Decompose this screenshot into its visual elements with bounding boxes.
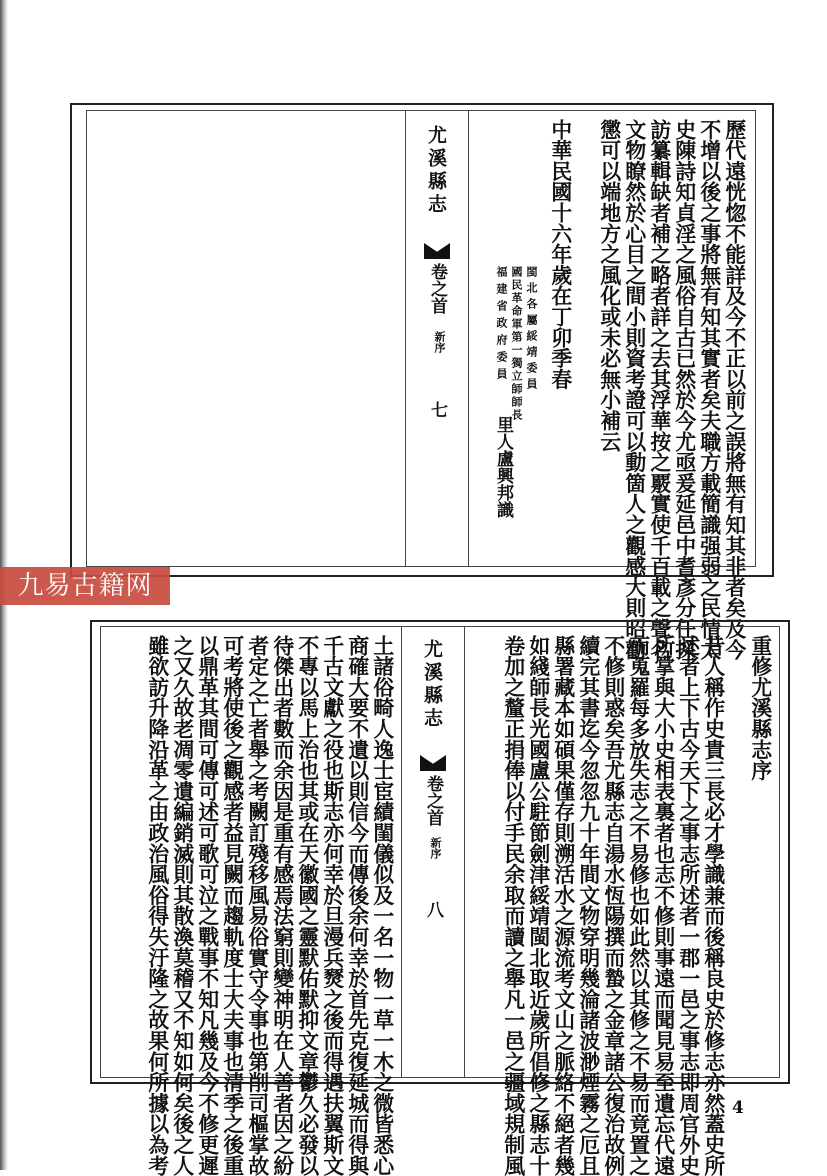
bottom-fishtail-mark [420,755,446,771]
bottom-banner-title: 尤溪縣志 [421,639,443,731]
top-page-inner-border [86,110,756,660]
bottom-text-col-13: 不專以馬上治也其或在天徽國之靈默佑默抑文章鬱久必發以 [294,635,320,1176]
top-text-col-6: 懲可以端地方之風化或未必無小補云 [596,119,622,452]
bottom-text-col-14: 待傑出者數而余因是重有感焉法窮則變神明在人善者因之紛 [269,635,295,1176]
bottom-text-col-18: 之又久故老凋零遺編銷滅則其散渙莫稽又不知如何矣後之人 [169,635,195,1176]
bottom-text-col-7: 縣署藏本如碩果僅存則溯活水之源流考文山之脈絡不絕者幾 [550,635,576,1176]
bottom-text-col-8: 如綫師長光國盧公駐節劍津綏靖閩北取近歲所倡修之縣志十 [525,635,551,1176]
bottom-text-col-6: 續完其書迄今忽忽九十年間文物穿明幾淪諸波渺煙霧之厄且 [575,635,601,1176]
page-number: 4 [732,1098,744,1118]
bottom-text-col-16: 可考將使後之觀感者益見闕而趨軌度士大夫事也清季之後重 [219,635,245,1176]
watermark-logo: 九易古籍网 [0,567,170,605]
bottom-page-frame [90,620,790,1176]
bottom-banner-folio: 八 [423,901,443,918]
bottom-banner-section: 新序 [429,837,442,859]
top-signer-name: 里人盧興邦識 [493,416,513,518]
bottom-text-col-9: 卷加之釐正捐俸以付手民余取而讀之舉凡一邑之疆域規制風 [500,635,526,1176]
top-banner-section: 新序 [433,331,446,353]
top-fishtail-mark [424,243,450,259]
bottom-text-col-19: 雖欲訪升降沿革之由政治風俗得失汙隆之故果何所據以為考 [144,635,170,1176]
bottom-banner-volume: 卷之首 [423,775,443,826]
top-text-col-5: 文物瞭然於心目之間小則資考證可以動箇人之觀感大則昭勸 [621,119,647,660]
bottom-text-col-15: 者定之亡者舉之考闕訂殘移風易俗實守令事也第削司樞掌故 [244,635,270,1176]
top-text-col-1: 歷代遠恍惚不能詳及今不正以前之誤將無有知其非者矣及今 [721,119,747,660]
bottom-text-col-5: 不修則惑矣吾尤縣志自湯水恆陽撰而蟄之金章諸公復治故例 [600,635,626,1176]
bottom-text-col-2: 述者上下古今天下之事志所述者一郡一邑之事志即周官外史 [675,635,701,1176]
top-date-line: 中華民國十六年歲在丁卯季春 [547,119,573,390]
top-banner-title: 尤溪縣志 [425,125,447,217]
top-text-col-2: 不增以後之事將無有知其實者矣夫職方載簡識强弱之民情太 [696,119,722,660]
bottom-text-col-12: 千古文獻之役也斯志亦何幸於旦漫兵燹之後而得遇扶翼斯文 [319,635,345,1176]
bottom-text-col-17: 以鼎革其間可傳可述可歌可泣之戰事不知凡幾及今不修更遲 [194,635,220,1176]
top-banner-volume: 卷之首 [427,263,447,314]
top-center-banner [405,111,469,566]
top-signature-title-1: 閩北各屬綏靖委員 [525,266,538,394]
bottom-heading: 重修尤溪縣志序 [747,635,773,781]
top-text-col-4: 訪纂輯缺者補之略者詳之去其浮華按之覈實使千百載之聲名 [646,119,672,660]
bottom-text-col-11: 商確大要不遺以則信今而傳後余何幸於首先克復延城而得與 [344,635,370,1176]
bottom-page-inner-border [100,626,780,1176]
top-signature-title-3: 福建省政府委員 [495,266,508,385]
bottom-text-col-4: 而蒐羅每多放失志之不易修也如此然以其修之不易而竟置之 [625,635,651,1176]
bottom-center-banner [401,627,465,1077]
top-signature-title-2: 國民革命軍第一獨立師師長 [510,266,523,422]
top-text-col-3: 史陳詩知貞淫之風俗自古已然於今尤亟爰延邑中耆彥分任採 [671,119,697,660]
bottom-text-col-1: 昔人稱作史貴三長必才學識兼而後稱良史於修志亦然蓋史所 [700,635,726,1176]
bottom-text-col-3: 所掌與大小史相表裏者也志不修則事遠而聞見易至遺忘代遠 [650,635,676,1176]
top-banner-folio: 七 [427,401,447,418]
bottom-text-col-10: 土諸俗畸人逸士宦績閨儀似及一名一物一草一木之微皆悉心 [369,635,395,1176]
